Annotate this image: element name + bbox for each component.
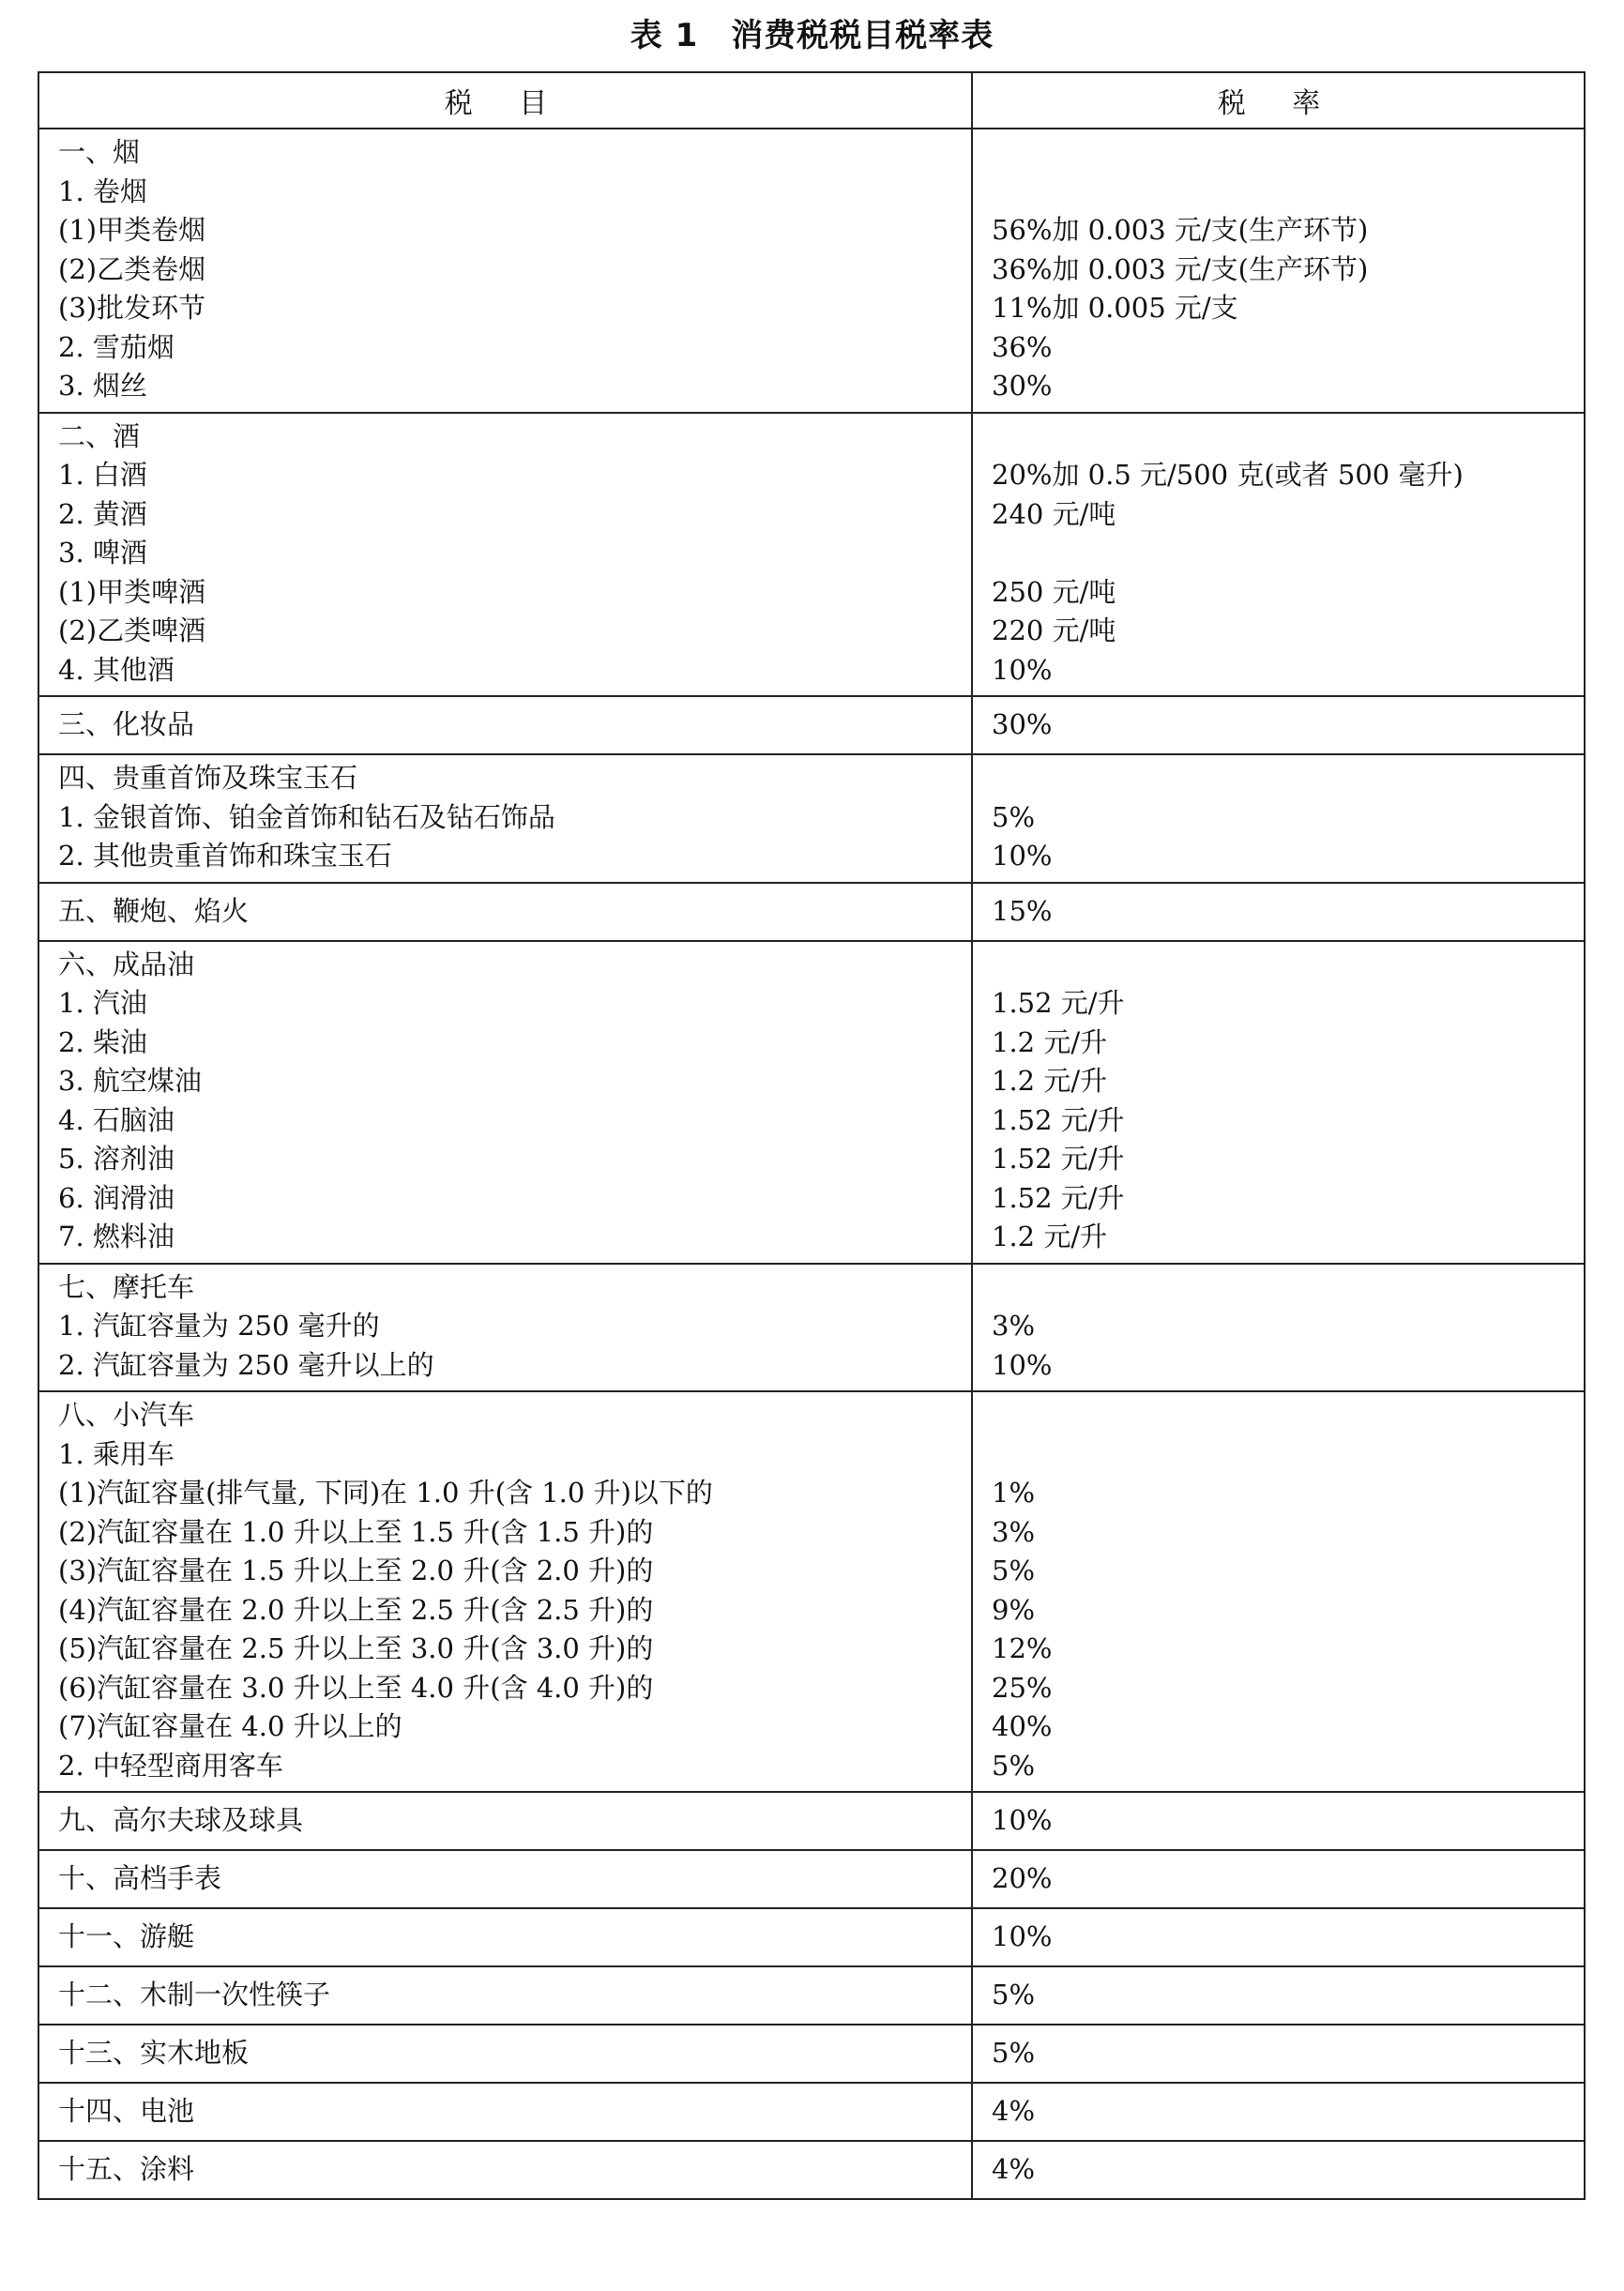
table-row xyxy=(38,1908,1585,1966)
tax-item-text: (3)批发环节 xyxy=(58,292,206,324)
tax-rate-text: 1.52 元/升 xyxy=(992,1181,1125,1214)
tax-item-text: 1. 汽缸容量为 250 毫升的 xyxy=(58,1310,380,1342)
tax-rate-text xyxy=(973,1435,1584,1475)
tax-rate-text: 25% xyxy=(992,1671,1053,1704)
rate-cell xyxy=(972,129,1585,413)
table-row xyxy=(38,941,1585,1264)
tax-rate-text: 30% xyxy=(992,708,1053,740)
item-cell xyxy=(38,2025,972,2083)
header-rate: 税 率 xyxy=(972,72,1585,129)
tax-item-text: 1. 白酒 xyxy=(58,459,147,491)
tax-rate-text: 240 元/吨 xyxy=(992,497,1116,530)
tax-item-text: (6)汽缸容量在 3.0 升以上至 4.0 升(含 4.0 升)的 xyxy=(58,1671,654,1704)
table-row xyxy=(38,696,1585,754)
tax-rate-text xyxy=(973,1396,1584,1435)
item-cell xyxy=(38,2141,972,2199)
tax-rate-text: 250 元/吨 xyxy=(992,575,1116,608)
table-row xyxy=(38,2083,1585,2141)
tax-item-text: (1)甲类卷烟 xyxy=(58,214,206,246)
tax-item-text: (7)汽缸容量在 4.0 升以上的 xyxy=(58,1710,402,1742)
item-cell xyxy=(38,941,972,1264)
tax-item-text: 十一、游艇 xyxy=(58,1920,195,1952)
rate-cell xyxy=(972,2141,1585,2199)
tax-rate-text xyxy=(973,946,1584,985)
tax-rate-text: 1.52 元/升 xyxy=(992,1143,1125,1175)
rate-cell xyxy=(972,883,1585,941)
tax-item-text: (4)汽缸容量在 2.0 升以上至 2.5 升(含 2.5 升)的 xyxy=(58,1593,654,1626)
rate-cell xyxy=(972,1792,1585,1850)
tax-rate-text xyxy=(973,1268,1584,1308)
tax-item-text: 2. 中轻型商用客车 xyxy=(58,1749,283,1782)
tax-rate-text: 10% xyxy=(992,1348,1053,1381)
tax-rate-text: 1.2 元/升 xyxy=(992,1221,1108,1252)
table-body xyxy=(38,129,1585,2199)
tax-item-text: 七、摩托车 xyxy=(58,1270,195,1303)
tax-item-text: 八、小汽车 xyxy=(58,1399,195,1431)
tax-rate-text: 10% xyxy=(992,1920,1053,1952)
tax-item-text: 十五、涂料 xyxy=(58,2153,195,2185)
tax-rate-text: 1.52 元/升 xyxy=(992,987,1125,1019)
tax-item-text: (2)汽缸容量在 1.0 升以上至 1.5 升(含 1.5 升)的 xyxy=(58,1515,654,1548)
tax-rate-text: 10% xyxy=(992,840,1053,872)
tax-item-text: 六、成品油 xyxy=(58,948,195,980)
item-cell xyxy=(38,1908,972,1966)
tax-rate-text: 4% xyxy=(992,2153,1036,2185)
table-row xyxy=(38,2025,1585,2083)
tax-rate-text: 11%加 0.005 元/支 xyxy=(992,292,1238,324)
tax-rate-text xyxy=(973,417,1584,457)
tax-item-text: 九、高尔夫球及球具 xyxy=(58,1804,304,1836)
tax-rate-text: 36% xyxy=(992,330,1053,363)
tax-item-text: 三、化妆品 xyxy=(58,708,195,740)
tax-item-text: 3. 烟丝 xyxy=(58,370,147,402)
item-cell xyxy=(38,413,972,697)
tax-rate-text: 20%加 0.5 元/500 克(或者 500 毫升) xyxy=(992,459,1464,491)
item-cell xyxy=(38,1792,972,1850)
table-header-row xyxy=(38,72,1585,129)
tax-rate-table xyxy=(38,71,1586,2200)
tax-rate-text xyxy=(973,759,1584,798)
rate-cell xyxy=(972,2083,1585,2141)
tax-rate-text: 15% xyxy=(992,894,1053,927)
tax-rate-text: 3% xyxy=(992,1515,1036,1548)
tax-item-text: 1. 金银首饰、铂金首饰和钻石及钻石饰品 xyxy=(58,800,555,833)
rate-cell xyxy=(972,1391,1585,1792)
tax-item-text: 十四、电池 xyxy=(58,2095,195,2127)
tax-item-text: 1. 乘用车 xyxy=(58,1437,175,1470)
table-row xyxy=(38,2141,1585,2199)
tax-item-text: 2. 汽缸容量为 250 毫升以上的 xyxy=(58,1348,434,1381)
tax-item-text: 6. 润滑油 xyxy=(58,1181,175,1214)
tax-item-text: 四、贵重首饰及珠宝玉石 xyxy=(58,762,358,794)
rate-cell xyxy=(972,413,1585,697)
tax-item-text: (1)甲类啤酒 xyxy=(58,575,206,608)
tax-rate-text: 20% xyxy=(992,1862,1053,1894)
item-cell xyxy=(38,129,972,413)
tax-item-text: 1. 汽油 xyxy=(58,987,147,1019)
item-cell xyxy=(38,1264,972,1392)
tax-rate-text xyxy=(973,173,1584,212)
tax-rate-text: 12% xyxy=(992,1632,1053,1664)
table-row xyxy=(38,413,1585,697)
tax-rate-text: 30% xyxy=(992,370,1053,402)
rate-cell xyxy=(972,754,1585,883)
table-row xyxy=(38,129,1585,413)
tax-rate-text: 1.2 元/升 xyxy=(992,1025,1108,1058)
tax-item-text: 二、酒 xyxy=(58,419,141,452)
tax-item-text: 7. 燃料油 xyxy=(58,1221,175,1252)
tax-rate-text: 1.2 元/升 xyxy=(992,1065,1108,1097)
tax-rate-text: 4% xyxy=(992,2095,1036,2127)
table-row xyxy=(38,1966,1585,2025)
tax-rate-text: 5% xyxy=(992,800,1036,833)
table-row xyxy=(38,1850,1585,1908)
table-row xyxy=(38,754,1585,883)
tax-item-text: 4. 石脑油 xyxy=(58,1103,175,1136)
tax-rate-text: 5% xyxy=(992,1979,1036,2010)
tax-item-text: 十、高档手表 xyxy=(58,1862,222,1894)
tax-item-text: 2. 柴油 xyxy=(58,1025,147,1058)
tax-item-text: 2. 黄酒 xyxy=(58,497,147,530)
item-cell xyxy=(38,754,972,883)
tax-item-text: (5)汽缸容量在 2.5 升以上至 3.0 升(含 3.0 升)的 xyxy=(58,1632,654,1664)
tax-item-text: (3)汽缸容量在 1.5 升以上至 2.0 升(含 2.0 升)的 xyxy=(58,1555,654,1586)
rate-cell xyxy=(972,941,1585,1264)
tax-rate-text: 10% xyxy=(992,1804,1053,1836)
item-cell xyxy=(38,883,972,941)
table-row xyxy=(38,1792,1585,1850)
item-cell xyxy=(38,1850,972,1908)
tax-rate-text: 5% xyxy=(992,2037,1036,2069)
rate-cell xyxy=(972,1908,1585,1966)
item-cell xyxy=(38,2083,972,2141)
tax-rate-text: 40% xyxy=(992,1710,1053,1742)
tax-item-text: 1. 卷烟 xyxy=(58,174,147,207)
tax-rate-text: 1.52 元/升 xyxy=(992,1103,1125,1136)
tax-item-text: 3. 航空煤油 xyxy=(58,1065,202,1097)
tax-rate-text: 36%加 0.003 元/支(生产环节) xyxy=(992,252,1369,285)
item-cell xyxy=(38,1966,972,2025)
tax-item-text: 4. 其他酒 xyxy=(58,653,175,686)
tax-item-text: 2. 雪茄烟 xyxy=(58,330,175,363)
tax-rate-text: 5% xyxy=(992,1749,1036,1782)
table-row xyxy=(38,1391,1585,1792)
item-cell xyxy=(38,696,972,754)
tax-item-text: 3. 啤酒 xyxy=(58,537,147,569)
rate-cell xyxy=(972,2025,1585,2083)
rate-cell xyxy=(972,1850,1585,1908)
tax-rate-text xyxy=(973,534,1584,573)
tax-rate-text: 10% xyxy=(992,653,1053,686)
item-cell xyxy=(38,1391,972,1792)
rate-cell xyxy=(972,1264,1585,1392)
table-row xyxy=(38,1264,1585,1392)
tax-rate-text: 5% xyxy=(992,1555,1036,1586)
tax-item-text: 2. 其他贵重首饰和珠宝玉石 xyxy=(58,840,392,872)
table-row xyxy=(38,883,1585,941)
tax-rate-text: 220 元/吨 xyxy=(992,614,1116,646)
rate-cell xyxy=(972,1966,1585,2025)
tax-item-text: 一、烟 xyxy=(58,136,141,168)
tax-rate-text xyxy=(973,133,1584,173)
tax-item-text: 五、鞭炮、焰火 xyxy=(58,894,250,927)
tax-item-text: 5. 溶剂油 xyxy=(58,1143,175,1175)
tax-rate-text: 9% xyxy=(992,1593,1036,1626)
header-item: 税 目 xyxy=(38,72,972,129)
tax-rate-text: 56%加 0.003 元/支(生产环节) xyxy=(992,214,1369,246)
tax-rate-text: 3% xyxy=(992,1310,1036,1342)
tax-item-text: 十二、木制一次性筷子 xyxy=(58,1979,331,2010)
tax-item-text: (1)汽缸容量(排气量, 下同)在 1.0 升(含 1.0 升)以下的 xyxy=(58,1477,713,1509)
tax-item-text: 十三、实木地板 xyxy=(58,2037,250,2069)
tax-item-text: (2)乙类卷烟 xyxy=(58,252,206,285)
tax-rate-text: 1% xyxy=(992,1477,1036,1509)
tax-item-text: (2)乙类啤酒 xyxy=(58,614,206,646)
rate-cell xyxy=(972,696,1585,754)
table-title: 表 1 消费税税目税率表 xyxy=(630,17,994,54)
